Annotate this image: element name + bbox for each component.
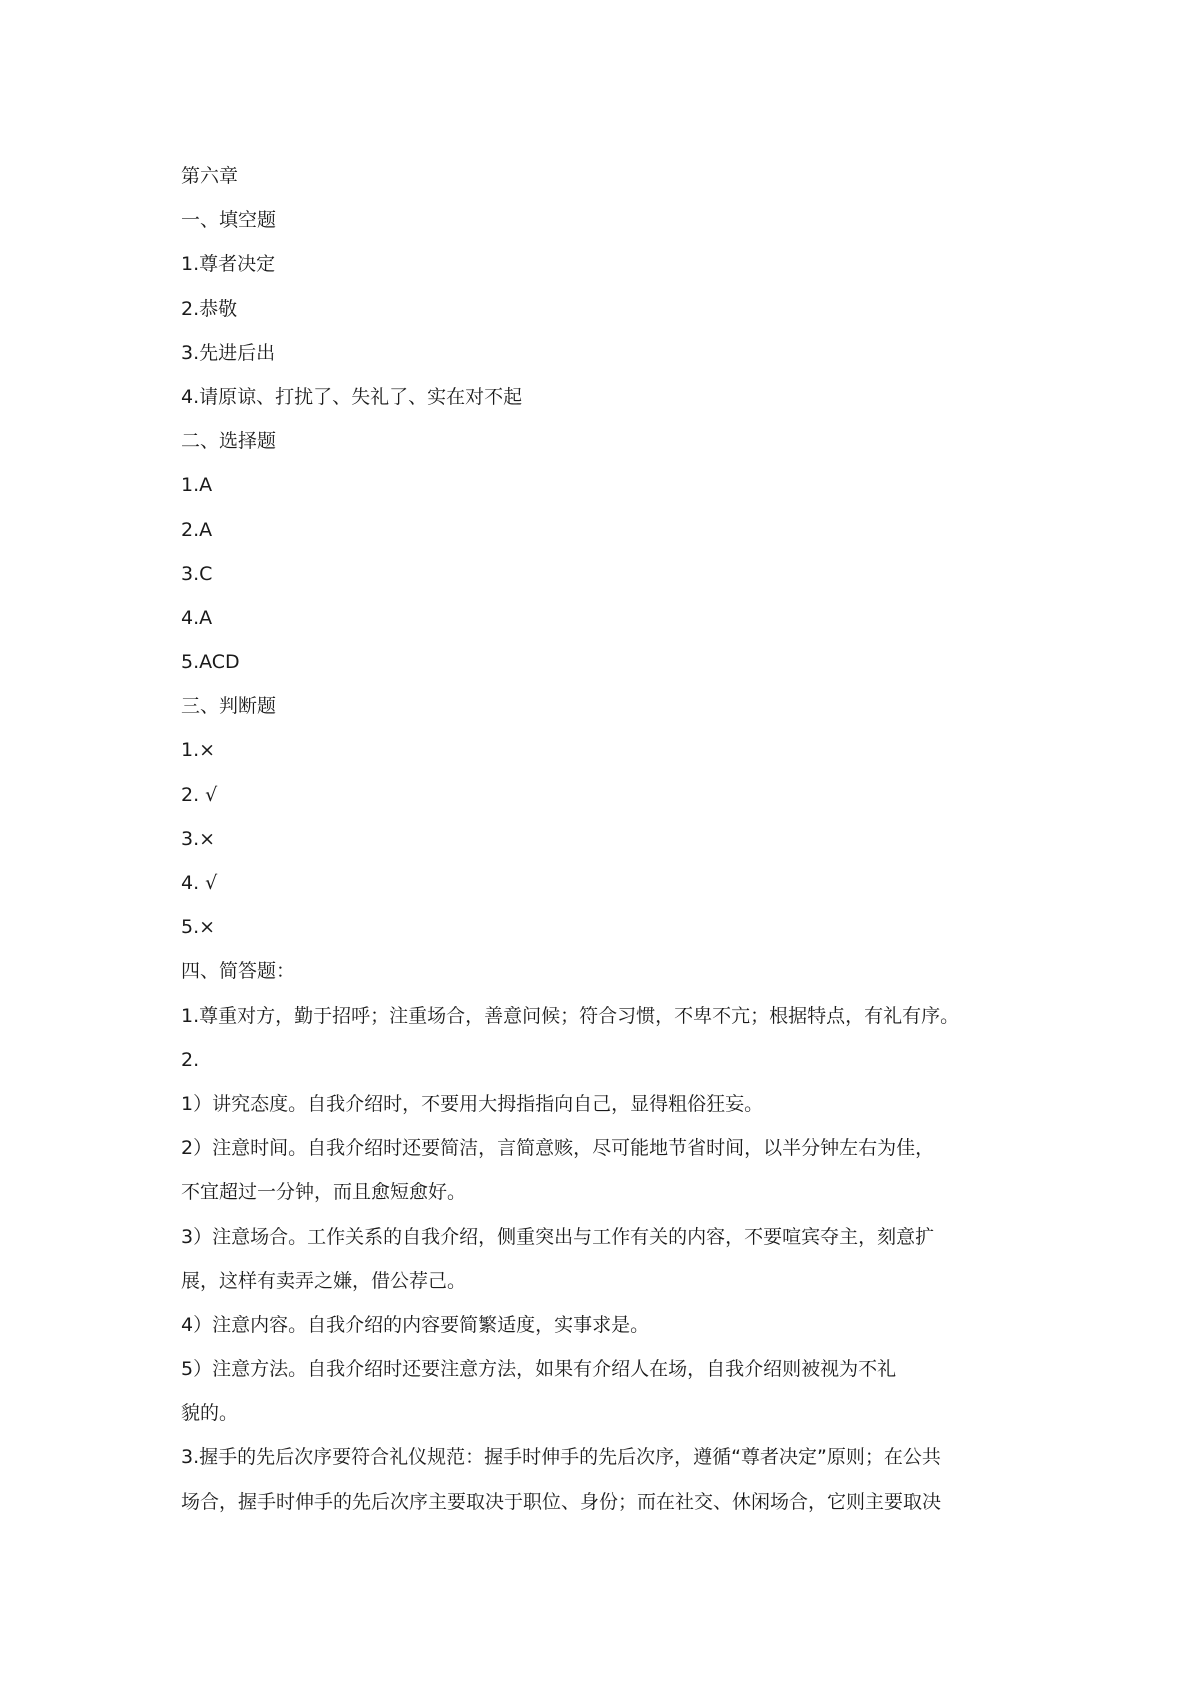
- short-answer-2-point-5: 5）注意方法。自我介绍时还要注意方法，如果有介绍人在场，自我介绍则被视为不礼: [181, 1358, 897, 1381]
- section-heading-short-answer: 四、简答题：: [181, 960, 296, 983]
- answer-item: 1.A: [181, 474, 213, 497]
- section-heading-true-false: 三、判断题: [181, 695, 277, 718]
- answer-item: 2. √: [181, 783, 218, 806]
- short-answer-1: 1.尊重对方，勤于招呼；注重场合，善意问候；符合习惯，不卑不亢；根据特点，有礼有序。: [181, 1004, 960, 1027]
- section-heading-multiple-choice: 二、选择题: [181, 430, 277, 453]
- short-answer-2-label: 2.: [181, 1048, 200, 1071]
- answer-item: 4.A: [181, 606, 213, 629]
- answer-item: 4.请原谅、打扰了、失礼了、实在对不起: [181, 385, 523, 408]
- answer-item: 1.×: [181, 739, 216, 762]
- short-answer-2-point-2: 2）注意时间。自我介绍时还要简洁，言简意赅，尽可能地节省时间，以半分钟左右为佳，: [181, 1137, 935, 1160]
- section-heading-fill-in: 一、填空题: [181, 209, 277, 232]
- short-answer-3: 3.握手的先后次序要符合礼仪规范：握手时伸手的先后次序，遵循“尊者决定”原则；在公共: [181, 1446, 941, 1469]
- short-answer-2-point-4: 4）注意内容。自我介绍的内容要简繁适度，实事求是。: [181, 1313, 650, 1336]
- short-answer-2-point-5-cont: 貌的。: [181, 1402, 239, 1425]
- answer-item: 3.×: [181, 827, 216, 850]
- short-answer-3-cont: 场合，握手时伸手的先后次序主要取决于职位、身份；而在社交、休闲场合，它则主要取决: [181, 1490, 942, 1513]
- answer-item: 4. √: [181, 872, 218, 894]
- short-answer-2-point-1: 1）讲究态度。自我介绍时，不要用大拇指指向自己，显得粗俗狂妄。: [181, 1092, 764, 1115]
- answer-item: 3.先进后出: [181, 341, 276, 364]
- answer-item: 2.恭敬: [181, 297, 238, 320]
- short-answer-2-point-3: 3）注意场合。工作关系的自我介绍，侧重突出与工作有关的内容，不要喧宾夺主，刻意扩: [181, 1225, 935, 1248]
- short-answer-2-point-2-cont: 不宜超过一分钟，而且愈短愈好。: [181, 1181, 467, 1204]
- document-body: [181, 154, 1021, 1524]
- chapter-title: 第六章: [181, 165, 239, 187]
- answer-item: 5.ACD: [181, 651, 240, 674]
- short-answer-2-point-3-cont: 展，这样有卖弄之嫌，借公荐己。: [181, 1269, 467, 1292]
- answer-item: 1.尊者决定: [181, 253, 276, 276]
- answer-item: 3.C: [181, 562, 213, 585]
- answer-item: 2.A: [181, 518, 213, 541]
- answer-item: 5.×: [181, 916, 216, 939]
